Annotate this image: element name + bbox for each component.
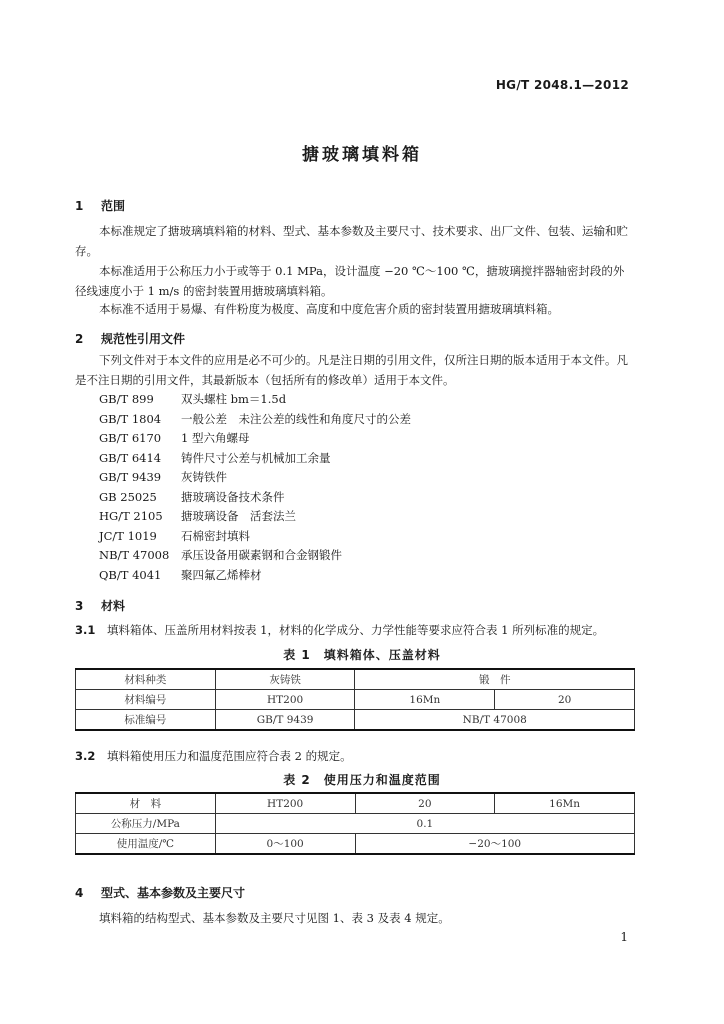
standard-code: HG/T 2048.1—2012 <box>495 78 629 92</box>
section-number: 3 <box>75 599 84 613</box>
reference-item: GB/T 6414 铸件尺寸公差与机械加工余量 <box>99 450 331 465</box>
table-cell: GB/T 9439 <box>215 710 355 731</box>
reference-item: QB/T 4041 聚四氟乙烯棒材 <box>99 567 262 582</box>
section-number: 2 <box>75 332 84 346</box>
reference-item: GB/T 9439 灰铸铁件 <box>99 470 227 484</box>
reference-item: GB/T 6170 1 型六角螺母 <box>99 431 250 445</box>
section-title: 范围 <box>101 199 126 213</box>
section-number: 4 <box>75 886 84 900</box>
section-4-paragraph-1: 填料箱的结构型式、基本参数及主要尺寸见图 1、表 3 及表 4 规定。 <box>99 911 450 925</box>
table-cell: 公称压力/MPa <box>76 814 216 834</box>
section-4-heading <box>75 884 245 901</box>
section-3-heading <box>75 597 125 614</box>
reference-item: GB/T 1804 一般公差 未注公差的线性和角度尺寸的公差 <box>99 411 411 426</box>
table-cell: 标准编号 <box>76 710 216 731</box>
section-1-paragraph-1: 本标准规定了搪玻璃填料箱的材料、型式、基本参数及主要尺寸、技术要求、出厂文件、包装、运输和贮存。 <box>75 224 628 258</box>
section-title: 规范性引用文件 <box>101 332 186 346</box>
table-row <box>76 834 635 855</box>
table-row <box>76 793 635 814</box>
table-cell: 材料种类 <box>76 669 216 690</box>
table-cell: 锻 件 <box>355 669 635 690</box>
reference-item: GB/T 899 双头螺柱 bm＝1.5d <box>99 392 287 406</box>
table-row <box>76 690 635 710</box>
section-2-paragraph-1: 下列文件对于本文件的应用是必不可少的。凡是注日期的引用文件，仅所注日期的版本适用于本文件。凡是不注日期的引用文件，其最新版本（包括所有的修改单）适用于本文件。 <box>75 353 628 387</box>
reference-item: HG/T 2105 搪玻璃设备 活套法兰 <box>99 509 296 523</box>
normative-references-list <box>99 390 411 585</box>
section-1-paragraph-2: 本标准适用于公称压力小于或等于 0.1 MPa，设计温度 −20 ℃～100 ℃，搪玻璃搅拌器轴密封段的外径线速度小于 1 m/s 的密封装置用搪玻璃填料箱。 <box>75 264 625 298</box>
reference-item: JC/T 1019 石棉密封填料 <box>99 528 250 543</box>
table-cell: 16Mn <box>495 793 635 814</box>
table-1-caption: 表 1 填料箱体、压盖材料 <box>283 648 441 662</box>
table-cell: 灰铸铁 <box>215 669 355 690</box>
clause-3-1: 3.1 填料箱体、压盖所用材料按表 1，材料的化学成分、力学性能等要求应符合表 1 所列标准的规定。 <box>75 623 605 637</box>
table-cell: 使用温度/℃ <box>76 834 216 855</box>
table-2-caption: 表 2 使用压力和温度范围 <box>283 773 441 787</box>
reference-item: NB/T 47008 承压设备用碳素钢和合金钢锻件 <box>99 548 342 562</box>
reference-item: GB 25025 搪玻璃设备技术条件 <box>99 489 285 504</box>
table-row <box>76 710 635 731</box>
table-cell: NB/T 47008 <box>355 710 635 731</box>
table-cell: −20～100 <box>355 834 634 855</box>
section-number: 1 <box>75 199 84 213</box>
table-cell: 16Mn <box>355 690 495 710</box>
table-2 <box>75 792 635 855</box>
table-cell: 20 <box>355 793 495 814</box>
table-cell: 0.1 <box>215 814 634 834</box>
page-number: 1 <box>620 930 628 944</box>
table-cell: 0～100 <box>215 834 355 855</box>
table-cell: 20 <box>495 690 635 710</box>
table-row <box>76 814 635 834</box>
document-title: 搪玻璃填料箱 <box>302 145 422 165</box>
table-cell: 材 料 <box>76 793 216 814</box>
table-1 <box>75 668 635 731</box>
table-cell: HT200 <box>215 793 355 814</box>
section-1-heading <box>75 197 125 214</box>
table-row <box>76 669 635 690</box>
clause-3-2: 3.2 填料箱使用压力和温度范围应符合表 2 的规定。 <box>75 749 352 763</box>
table-cell: 材料编号 <box>76 690 216 710</box>
section-1-paragraph-3: 本标准不适用于易爆、有件粉度为极度、高度和中度危害介质的密封装置用搪玻璃填料箱。 <box>99 302 559 316</box>
section-title: 材料 <box>101 599 126 613</box>
table-cell: HT200 <box>215 690 355 710</box>
section-2-heading <box>75 330 185 347</box>
section-title: 型式、基本参数及主要尺寸 <box>101 886 246 900</box>
